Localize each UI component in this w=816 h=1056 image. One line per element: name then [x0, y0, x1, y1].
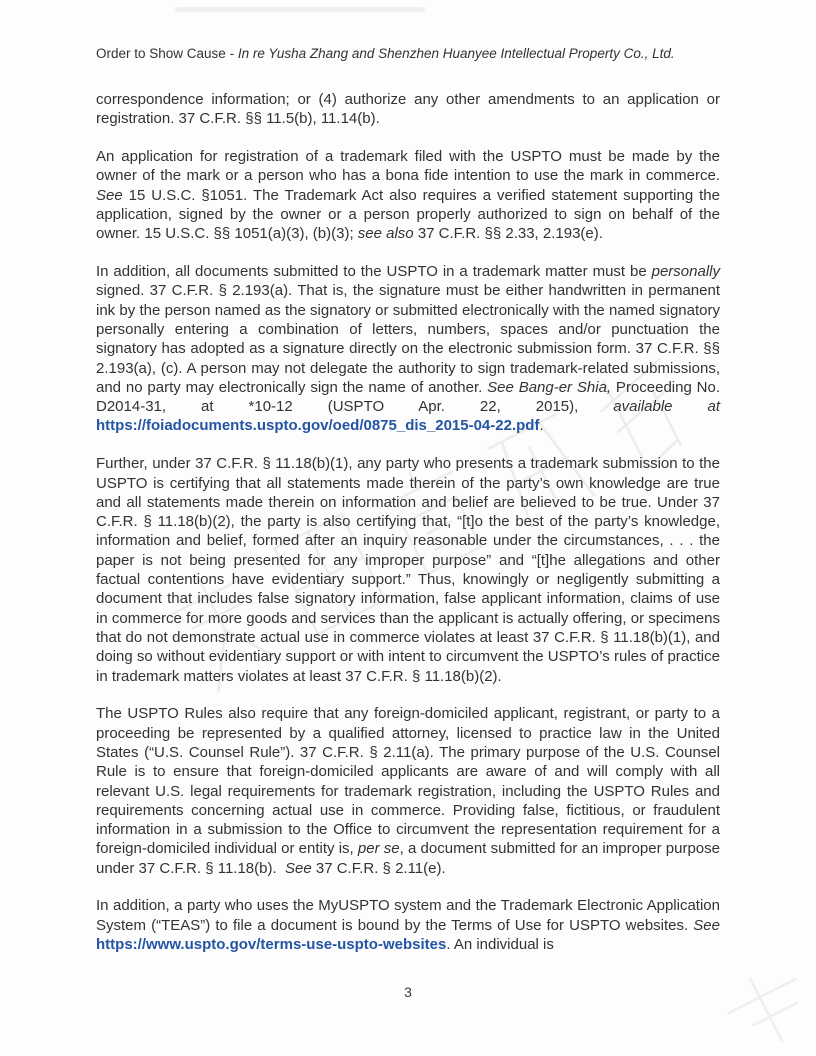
scan-artifact [175, 7, 425, 12]
italic-text-run: per se [357, 840, 400, 858]
page-header [96, 46, 720, 62]
text-run: signed. 37 C.F.R. § 2.193(a). That is, the signature must be either handwritten in permanent ink by the person named as the signatory or submitted electronically with the named signatory personally entering a combination of letters, numbers, spaces and/or punctuation the signatory has adopted as a signature directly on the electronic submission form. 37 C.F.R. §§ 2.193(a), (c). A person may not delegate the authority to sign trademark-related submissions, and no party may electronically sign the name of another. [96, 282, 720, 396]
uspto-terms-link[interactable]: https://www.uspto.gov/terms-use-uspto-websites [96, 936, 447, 954]
italic-text-run: See Bang-er Shia, [487, 378, 612, 396]
paragraph [96, 704, 720, 878]
text-run: 15 U.S.C. §1051. The Trademark Act also requires a verified statement supporting the application, signed by the owner or a person properly authorized to sign on behalf of the owner. 15 U.S.C. §§ 1051(a)(3), (b)(3); [96, 186, 720, 243]
italic-text-run: see also [357, 225, 414, 243]
text-run: In addition, all documents submitted to the USPTO in a trademark matter must be [96, 263, 652, 281]
paragraph [96, 262, 720, 436]
italic-text-run: See [96, 186, 123, 204]
text-run: The USPTO Rules also require that any foreign-domiciled applicant, registrant, or party to a proceeding be represented by a qualified attorney, licensed to practice law in the United States (“U.S. Counsel Rule”). 37 C.F.R. § 2.11(a). The primary purpose of the U.S. Counsel Rule is to ensure that foreign-domiciled applicants are aware of and will comply with all relevant U.S. legal requirements for trademark registration, including the USPTO Rules and requirements concerning actual use in commerce. Providing false, fictitious, or fraudulent information in a submission to the Office to circumvent the representation requirement for a foreign-domiciled individual or entity is, [96, 705, 720, 858]
italic-text-run: See [285, 859, 312, 877]
foia-document-link[interactable]: https://foiadocuments.uspto.gov/oed/0875_dis_2015-04-22.pdf [96, 417, 540, 435]
text-run: 37 C.F.R. § 2.11(e). [311, 859, 446, 877]
italic-text-run: personally [651, 263, 720, 281]
paragraph [96, 147, 720, 243]
text-run: Proceeding No. D2014-31, at *10-12 (USPTO Apr. 22, 2015), [96, 378, 721, 416]
text-run: correspondence information; or (4) authorize any other amendments to an application or registration. 37 C.F.R. §§ 11.5(b), 11.14(b). [96, 91, 720, 128]
paragraph [96, 896, 720, 954]
header-case-title: In re Yusha Zhang and Shenzhen Huanyee Intellectual Property Co., Ltd. [237, 46, 675, 61]
italic-text-run: available at [613, 398, 720, 416]
paragraph [96, 454, 720, 686]
text-run: . [539, 417, 544, 435]
page-number: 3 [404, 984, 412, 1000]
text-run: Further, under 37 C.F.R. § 11.18(b)(1), any party who presents a trademark submission to the USPTO is certifying that all statements made therein of the party’s own knowledge are true and all statements made therein on information and belief are believed to be true. Under 37 C.F.R. § 11.18(b)(2), the party is also certifying that, “[t]o the best of the party’s knowledge, information and belief, formed after an inquiry reasonable under the circumstances, . . . the paper is not being presented for any improper purpose” and “[t]he allegations and other factual contentions have evidentiary support.” Thus, knowingly or negligently submitting a document that includes false signatory information, false applicant information, claims of use in commerce for more goods and services than the applicant is actually offering, or specimens that do not demonstrate actual use in commerce violates at least 37 C.F.R. § 11.18(b)(1), and doing so without evidentiary support or with intent to circumvent the USPTO’s rules of practice in trademark matters violates at least 37 C.F.R. § 11.18(b)(2). [96, 455, 720, 685]
text-run: In addition, a party who uses the MyUSPTO system and the Trademark Electronic Application System (“TEAS”) to file a document is bound by the Terms of Use for USPTO websites. [96, 897, 720, 934]
text-run: . An individual is [446, 936, 554, 954]
paragraph [96, 90, 720, 129]
text-run: An application for registration of a trademark filed with the USPTO must be made by the owner of the mark or a person who has a bona fide intention to use the mark in commerce. [96, 148, 720, 185]
document-body [96, 90, 720, 954]
italic-text-run: See [693, 916, 720, 934]
text-run: , a document submitted for an improper purpose under 37 C.F.R. § 11.18(b). [96, 840, 720, 877]
text-run: 37 C.F.R. §§ 2.33, 2.193(e). [413, 225, 603, 243]
header-doc-type: Order to Show Cause - [96, 46, 238, 61]
